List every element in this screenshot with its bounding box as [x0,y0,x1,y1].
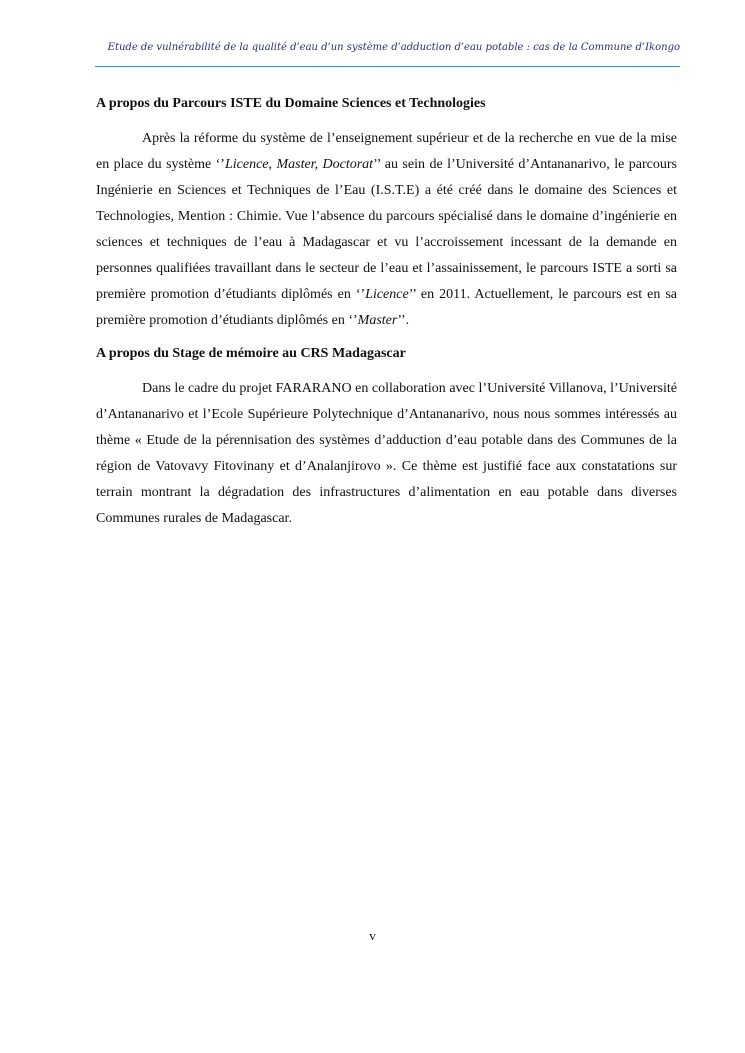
paragraph-emphasis: Master [357,313,398,328]
paragraph-text: ’’ au sein de l’Université d’Antananarivo, le parcours Ingénierie en Sciences et Techniques de l’Eau (I.S.T.E) a été créé dans le domaine des Sciences et Technologies, Mention : Chimie. Vue l’absence du parcours spécialisé dans le domaine d’ingénierie en sciences et techniques de l’eau à Madagascar et vu l’accroissement incessant de la demande en personnes qualifiées travaillant dans le secteur de l’eau et l’assainissement, le parcours ISTE a sorti sa première promotion d’étudiants diplômés en ‘’ [96,157,677,302]
paragraph-emphasis: Licence, Master, Doctorat [224,157,374,172]
page-body [96,94,677,542]
section-heading-iste: A propos du Parcours ISTE du Domaine Sciences et Technologies [96,96,486,111]
paragraph-iste [96,126,677,334]
paragraph-text: Après la réforme du système de l’enseignement supérieur et de la recherche en vue de la mise en place du système ‘’ [96,131,677,172]
paragraph-text: ’’. [397,313,410,328]
paragraph-stage: Dans le cadre du projet FARARANO en collaboration avec l’Université Villanova, l’Université d’Antananarivo et l’Ecole Supérieure Polytechnique d’Antananarivo, nous nous sommes intéressés au thème « Etude de la pérennisation des systèmes d’adduction d’eau potable dans des Communes de la région de Vatovavy Fitovinany et d’Analanjirovo ». Ce thème est justifié face aux constatations sur terrain montrant la dégradation des infrastructures d’alimentation en eau potable dans diverses Communes rurales de Madagascar. [96,381,677,526]
paragraph-text: ’’ en 2011. Actuellement, le parcours est en sa première promotion d’étudiants diplômés en ‘’ [96,287,677,328]
paragraph-emphasis: Licence [365,287,409,302]
running-header: Etude de vulnérabilité de la qualité d’eau d’un système d’adduction d’eau potable : cas de la Commune d’Ikongo [107,42,680,53]
section-heading-stage: A propos du Stage de mémoire au CRS Madagascar [96,346,406,361]
header-rule [95,66,680,67]
page-number: v [369,928,376,943]
